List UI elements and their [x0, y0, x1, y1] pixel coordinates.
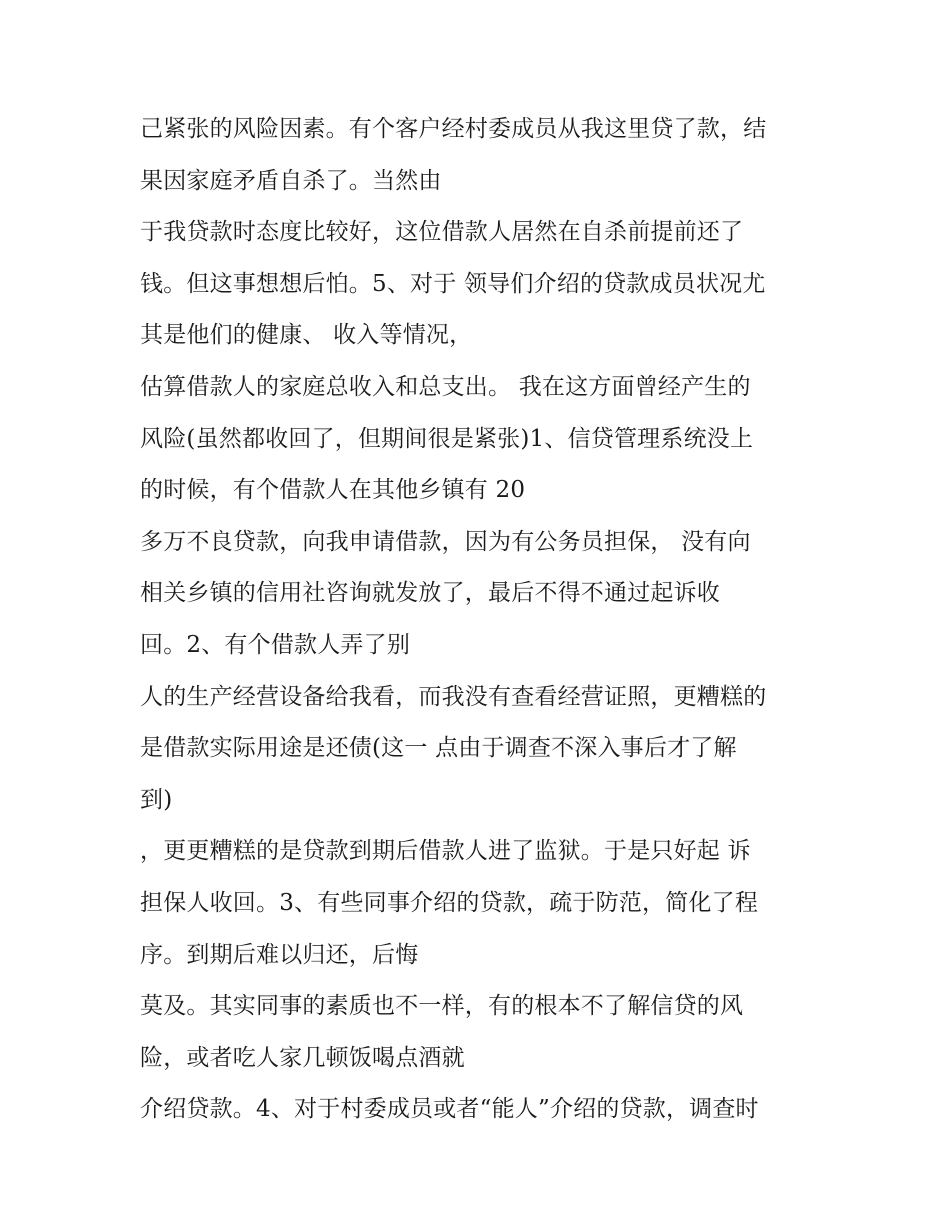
text-line: 莫及。其实同事的素质也不一样，有的根本不了解信贷的风	[140, 993, 744, 1020]
text-line: 风险(虽然都收回了，但期间很是紧张)1、信贷管理系统没上	[140, 425, 754, 452]
text-line: 于我贷款时态度比较好，这位借款人居然在自杀前提前还了	[140, 219, 744, 246]
text-line: 的时候，有个借款人在其他乡镇有 20	[140, 477, 526, 504]
text-line: 险，或者吃人家几顿饭喝点酒就	[140, 1044, 465, 1071]
text-line: 相关乡镇的信用社咨询就发放了，最后不得不通过起诉收	[140, 580, 720, 607]
text-line: 是借款实际用途是还债(这一 点由于调查不深入事后才了解	[140, 735, 737, 762]
text-line: 介绍贷款。4、对于村委成员或者“能人”介绍的贷款，调查时	[140, 1096, 759, 1123]
text-line: 回。2、有个借款人弄了别	[140, 631, 411, 658]
text-line: 到)	[140, 786, 173, 813]
text-line: 多万不良贷款，向我申请借款，因为有公务员担保， 没有向	[140, 528, 751, 555]
text-line: 果因家庭矛盾自杀了。当然由	[140, 167, 442, 194]
body-text	[140, 108, 830, 1140]
text-line: ，更更糟糕的是贷款到期后借款人进了监狱。于是只好起 诉	[140, 838, 751, 865]
text-line: 其是他们的健康、 收入等情况，	[140, 322, 473, 349]
text-line: 人的生产经营设备给我看，而我没有查看经营证照，更糟糕的	[140, 683, 767, 710]
text-line: 钱。但这事想想后怕。5、对于 领导们介绍的贷款成员状况尤	[140, 270, 766, 297]
text-line: 担保人收回。3、有些同事介绍的贷款，疏于防范，简化了程	[140, 889, 759, 916]
text-line: 估算借款人的家庭总收入和总支出。 我在这方面曾经产生的	[140, 373, 751, 400]
text-line: 己紧张的风险因素。有个客户经村委成员从我这里贷了款，结	[140, 116, 767, 142]
text-line: 序。到期后难以归还，后悔	[140, 941, 419, 968]
